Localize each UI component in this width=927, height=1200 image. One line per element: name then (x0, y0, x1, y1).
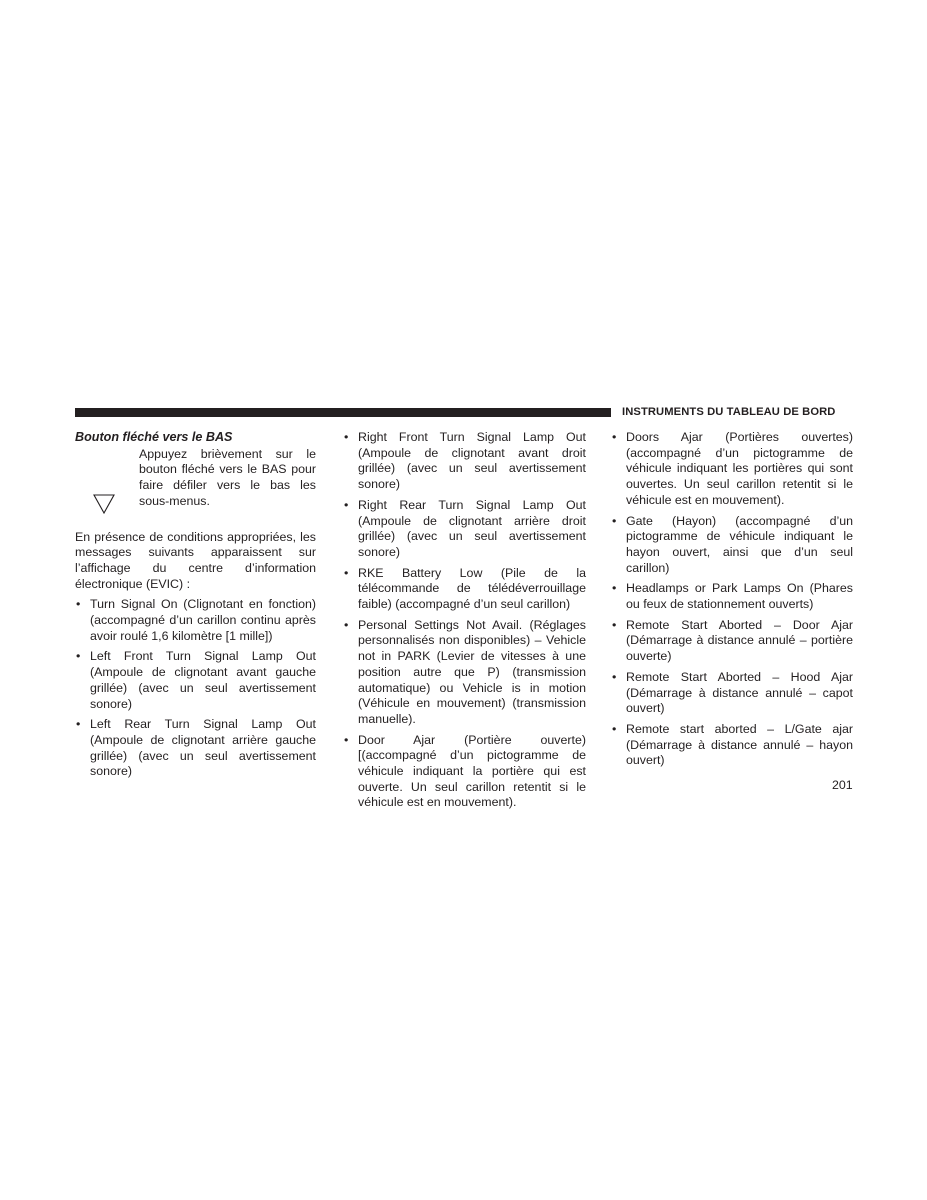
column-left (75, 430, 316, 785)
list-item (611, 722, 853, 769)
list-item-text: Doors Ajar (Portières ouvertes) (accompagné d’un pictogramme de véhicule indiquant les portières qui sont ouvertes. Un seul carillon retentit si le véhicule est en mouvement). (626, 430, 853, 507)
message-list-middle (343, 430, 586, 811)
list-item (611, 670, 853, 717)
list-item-text: Personal Settings Not Avail. (Réglages personnalisés non disponibles) – Vehicle not in PARK (Levier de vitesses à une position autre que P) (transmission automatique) ou Vehicle is in motion (Véhicule en mouvement) (transmission manuelle). (358, 617, 586, 726)
bullet-mark: • (76, 649, 81, 664)
section-heading: Bouton fléché vers le BAS (75, 430, 233, 444)
button-description-text: Appuyez brièvement sur le bouton fléché vers le BAS pour faire défiler vers le bas les sous-menus. (139, 446, 316, 508)
list-item (343, 618, 586, 728)
page-number: 201 (832, 778, 853, 792)
bullet-mark: • (612, 581, 617, 596)
list-item-text: Door Ajar (Portière ouverte) [(accompagné d’un pictogramme de véhicule indiquant la portière qui est ouverte. Un seul carillon retentit si le véhicule est en mouvement). (358, 732, 586, 810)
bullet-mark: • (344, 732, 349, 747)
header-rule (75, 408, 611, 417)
list-item-text: Remote Start Aborted – Hood Ajar (Démarrage à distance annulé – capot ouvert) (626, 669, 853, 716)
list-item-text: Remote start aborted – L/Gate ajar (Démarrage à distance annulé – hayon ouvert) (626, 721, 853, 768)
column-right (611, 430, 853, 774)
button-description (75, 447, 316, 510)
list-item-text: Headlamps or Park Lamps On (Phares ou feux de stationnement ouverts) (626, 581, 853, 612)
message-list-left (75, 597, 316, 780)
list-item-text: Left Rear Turn Signal Lamp Out (Ampoule de clignotant arrière gauche grillée) (avec un seul avertissement sonore) (90, 717, 316, 779)
bullet-mark: • (612, 669, 617, 684)
bullet-mark: • (612, 430, 617, 444)
list-item (343, 498, 586, 561)
bullet-mark: • (612, 617, 617, 632)
list-item-text: Right Rear Turn Signal Lamp Out (Ampoule de clignotant arrière droit grillée) (avec un seul avertissement sonore) (358, 497, 586, 559)
list-item (611, 514, 853, 577)
list-item-text: Right Front Turn Signal Lamp Out (Ampoule de clignotant avant droit grillée) (avec un seul avertissement sonore) (358, 430, 586, 492)
list-item-text: Remote Start Aborted – Door Ajar (Démarrage à distance annulé – portière ouverte) (626, 617, 853, 664)
list-item (343, 733, 586, 812)
bullet-mark: • (612, 721, 617, 736)
list-item (75, 597, 316, 644)
column-middle (343, 430, 586, 816)
list-item-text: Turn Signal On (Clignotant en fonction) (accompagné d’un carillon continu après avoir roulé 1,6 kilomètre [1 mille]) (90, 597, 316, 643)
bullet-mark: • (344, 497, 349, 512)
list-item (343, 566, 586, 613)
bullet-mark: • (344, 430, 349, 444)
bullet-mark: • (344, 565, 349, 580)
message-list-right (611, 430, 853, 769)
list-item (343, 430, 586, 493)
bullet-mark: • (612, 513, 617, 528)
list-item (75, 717, 316, 780)
intro-paragraph: En présence de conditions appropriées, les messages suivants apparaissent sur l’affichage du centre d’information électronique (EVIC) : (75, 529, 316, 591)
list-item (611, 618, 853, 665)
section-header-title: INSTRUMENTS DU TABLEAU DE BORD (622, 406, 836, 418)
list-item-text: RKE Battery Low (Pile de la télécommande de télédéverrouillage faible) (accompagné d’un seul carillon) (358, 565, 586, 612)
down-triangle-icon (93, 494, 115, 514)
list-item-text: Left Front Turn Signal Lamp Out (Ampoule de clignotant avant gauche grillée) (avec un seul avertissement sonore) (90, 649, 316, 711)
bullet-mark: • (344, 617, 349, 632)
bullet-mark: • (76, 597, 81, 612)
list-item (611, 581, 853, 612)
list-item (75, 649, 316, 712)
bullet-mark: • (76, 717, 81, 732)
list-item-text: Gate (Hayon) (accompagné d’un pictogramme de véhicule indiquant le hayon ouvert, ainsi que d’un seul carillon) (626, 513, 853, 575)
list-item (611, 430, 853, 509)
